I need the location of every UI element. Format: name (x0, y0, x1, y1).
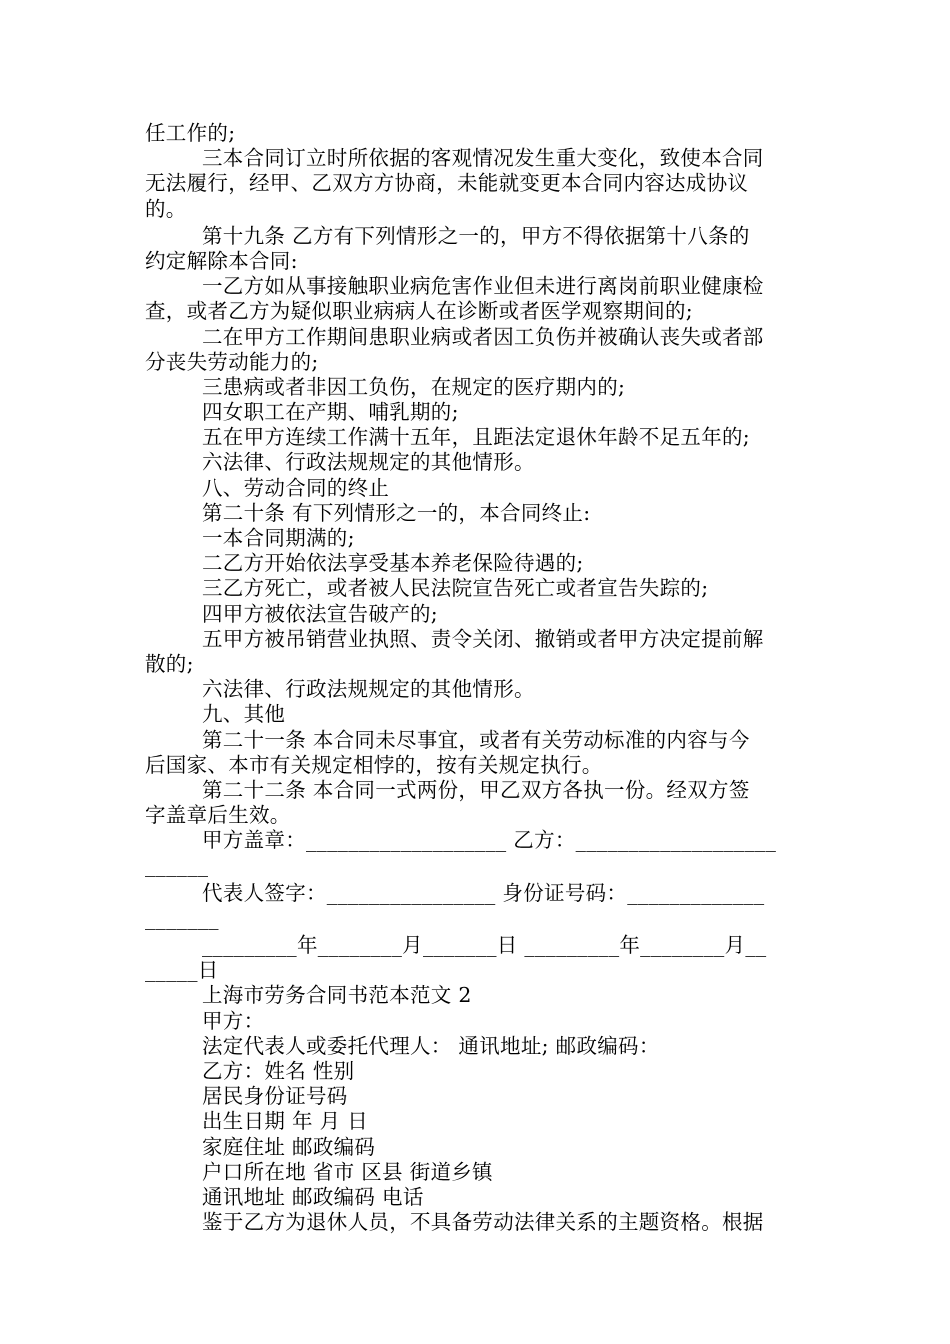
text-line-14: 六法律、行政法规规定的其他情形。 (202, 450, 535, 475)
section-heading-8: 八、劳动合同的终止 (202, 475, 390, 500)
text-line-5: 第十九条 乙方有下列情形之一的，甲方不得依据第十八条的 (202, 223, 750, 248)
signature-line-representative: 代表人签字：________________ 身份证号码：_____________ (202, 880, 765, 905)
text-line-17: 一本合同期满的; (202, 526, 355, 550)
text-line-1: 任工作的; (145, 121, 236, 145)
date-line: _________年________月_______日 _________年________月__ (202, 933, 767, 957)
document-title-2: 上海市劳务合同书范本范文 2 (202, 983, 472, 1008)
text-line-42: 户口所在地 省市 区县 街道乡镇 (202, 1159, 493, 1184)
text-line-28: 字盖章后生效。 (145, 803, 291, 828)
text-line-18: 二乙方开始依法享受基本养老保险待遇的; (202, 551, 584, 576)
text-line-4: 的。 (145, 196, 187, 221)
text-line-36: 甲方： (202, 1008, 265, 1033)
text-line-27: 第二十二条 本合同一式两份，甲乙双方各执一份。经双方签 (202, 777, 750, 802)
text-line-40: 出生日期 年 月 日 (202, 1109, 369, 1134)
text-line-3: 无法履行，经甲、乙双方方协商，未能就变更本合同内容达成协议 (145, 171, 749, 196)
text-line-43: 通讯地址 邮政编码 电话 (202, 1184, 424, 1209)
text-line-2: 三本合同订立时所依据的客观情况发生重大变化，致使本合同 (202, 146, 764, 171)
text-line-37: 法定代表人或委托代理人： 通讯地址; 邮政编码： (202, 1033, 660, 1058)
text-line-7: 一乙方如从事接触职业病危害作业但未进行离岗前职业健康检 (202, 274, 764, 299)
text-line-39: 居民身份证号码 (202, 1084, 348, 1109)
section-heading-9: 九、其他 (202, 702, 286, 727)
text-line-13: 五在甲方连续工作满十五年，且距法定退休年龄不足五年的; (202, 425, 751, 450)
text-line-10: 分丧失劳动能力的; (145, 349, 319, 374)
text-line-22: 散的; (145, 651, 194, 676)
text-line-19: 三乙方死亡，或者被人民法院宣告死亡或者宣告失踪的; (202, 576, 709, 601)
text-line-11: 三患病或者非因工负伤，在规定的医疗期内的; (202, 374, 626, 399)
text-line-21: 五甲方被吊销营业执照、责令关闭、撤销或者甲方决定提前解 (202, 626, 764, 651)
text-line-41: 家庭住址 邮政编码 (202, 1134, 376, 1159)
signature-line-wrap-2: _______ (145, 905, 219, 930)
text-line-9: 二在甲方工作期间患职业病或者因工负伤并被确认丧失或者部 (202, 324, 764, 349)
document-body (145, 121, 810, 1235)
text-line-16: 第二十条 有下列情形之一的，本合同终止: (202, 500, 591, 525)
date-line-wrap: _____日 (145, 958, 219, 983)
signature-line-party-a: 甲方盖章：___________________ 乙方：___________________ (202, 828, 777, 853)
text-line-26: 后国家、本市有关规定相悖的，按有关规定执行。 (145, 752, 603, 777)
signature-line-wrap-1: ______ (145, 853, 209, 878)
text-line-6: 约定解除本合同: (145, 248, 298, 273)
text-line-20: 四甲方被依法宣告破产的; (202, 601, 439, 626)
text-line-25: 第二十一条 本合同未尽事宜，或者有关劳动标准的内容与今 (202, 727, 750, 752)
text-line-23: 六法律、行政法规规定的其他情形。 (202, 677, 535, 702)
text-line-44: 鉴于乙方为退休人员，不具备劳动法律关系的主题资格。根据 (202, 1210, 764, 1235)
text-line-38: 乙方：姓名 性别 (202, 1058, 355, 1083)
text-line-12: 四女职工在产期、哺乳期的; (202, 400, 459, 425)
text-line-8: 查，或者乙方为疑似职业病病人在诊断或者医学观察期间的; (145, 299, 694, 324)
